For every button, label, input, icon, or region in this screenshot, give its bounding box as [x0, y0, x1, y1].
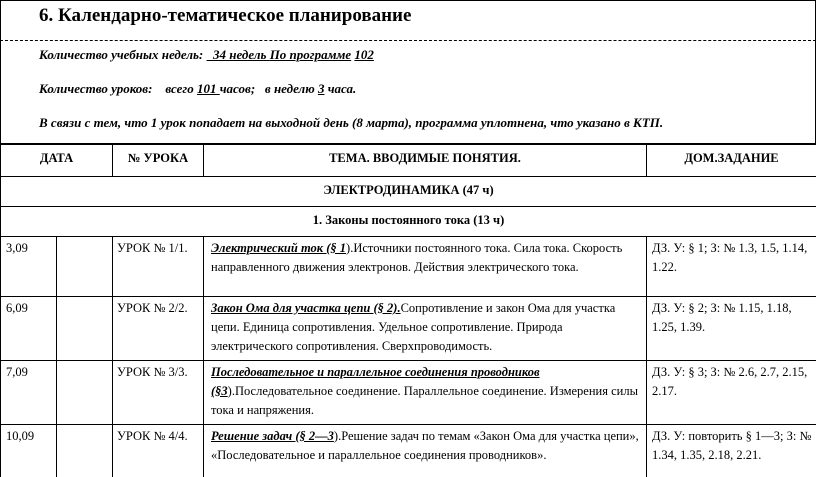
subsection-row — [1, 207, 816, 237]
lessons-line — [39, 81, 356, 97]
row-date: 7,09 — [1, 361, 57, 425]
row-topic-text: ).Решение задач по темам «Закон Ома для участка цепи», «Последовательное и параллельное соединения проводников». — [211, 429, 639, 462]
header-lesson: № УРОКА — [113, 145, 204, 177]
subsection-title: 1. Законы постоянного тока (13 ч) — [1, 207, 816, 237]
table-row — [1, 425, 816, 477]
title-box — [0, 0, 816, 40]
row-topic-text: ).Источники постоянного тока. Сила тока. Скорость направленного движения электронов. Действия электрического тока. — [211, 241, 623, 274]
lessons-label: Количество уроков: — [39, 81, 153, 96]
table-row — [1, 237, 816, 297]
program-value: 102 — [354, 47, 374, 62]
row-date-fact — [57, 237, 113, 297]
row-topic-title: Последовательное и параллельное соединения проводников (§3 — [211, 365, 540, 398]
per-week-suffix: часа. — [327, 81, 357, 96]
row-topic-text: ).Последовательное соединение. Параллельное соединение. Измерения силы тока и напряжения. — [211, 384, 638, 417]
row-lesson: УРОК № 2/2. — [113, 297, 204, 361]
row-topic — [204, 361, 647, 425]
note-line: В связи с тем, что 1 урок попадает на выходной день (8 марта), программа уплотнена, что указано в КТП. — [39, 115, 664, 130]
page-title: 6. Календарно-тематическое планирование — [39, 5, 412, 26]
info-box — [0, 40, 816, 144]
row-date: 3,09 — [1, 237, 57, 297]
table-row — [1, 297, 816, 361]
lessons-total-suffix: часов; — [219, 81, 256, 96]
row-topic — [204, 237, 647, 297]
header-topic: ТЕМА. ВВОДИМЫЕ ПОНЯТИЯ. — [204, 145, 647, 177]
row-topic-title: Решение задач (§ 2—3 — [211, 429, 334, 443]
section-row — [1, 177, 816, 207]
section-title: ЭЛЕКТРОДИНАМИКА (47 ч) — [1, 177, 816, 207]
weeks-value: 34 недель — [213, 47, 267, 62]
row-topic-text: Сопротивление и закон Ома для участка цепи. Единица сопротивления. Удельное сопротивление. Природа электрического сопротивления. Сверхпроводимость. — [211, 301, 616, 353]
weeks-label: Количество учебных недель: — [39, 47, 204, 62]
row-topic-title: Закон Ома для участка цепи (§ 2). — [211, 301, 401, 315]
row-lesson: УРОК № 1/1. — [113, 237, 204, 297]
table-header-row — [1, 145, 816, 177]
lessons-total-prefix: всего — [165, 81, 194, 96]
row-lesson: УРОК № 4/4. — [113, 425, 204, 477]
header-homework: ДОМ.ЗАДАНИЕ — [647, 145, 816, 177]
plan-table — [0, 144, 816, 477]
row-homework: ДЗ. У: повторить § 1—3; З: № 1.34, 1.35, 2.18, 2.21. — [647, 425, 816, 477]
weeks-line — [39, 47, 374, 63]
row-topic — [204, 425, 647, 477]
row-homework: ДЗ. У: § 1; З: № 1.3, 1.5, 1.14, 1.22. — [647, 237, 816, 297]
per-week-value: 3 — [317, 81, 325, 96]
row-topic-title: Электрический ток (§ 1 — [211, 241, 347, 255]
per-week-prefix: в неделю — [264, 81, 315, 96]
row-date: 6,09 — [1, 297, 57, 361]
row-homework: ДЗ. У: § 2; З: № 1.15, 1.18, 1.25, 1.39. — [647, 297, 816, 361]
header-date: ДАТА — [1, 145, 113, 177]
row-topic — [204, 297, 647, 361]
program-label: По программе — [269, 47, 352, 62]
lessons-total: 101 — [196, 81, 217, 96]
row-date-fact — [57, 361, 113, 425]
table-row — [1, 361, 816, 425]
row-date-fact — [57, 297, 113, 361]
row-date: 10,09 — [1, 425, 57, 477]
row-homework: ДЗ. У: § 3; З: № 2.6, 2.7, 2.15, 2.17. — [647, 361, 816, 425]
row-date-fact — [57, 425, 113, 477]
row-lesson: УРОК № 3/3. — [113, 361, 204, 425]
